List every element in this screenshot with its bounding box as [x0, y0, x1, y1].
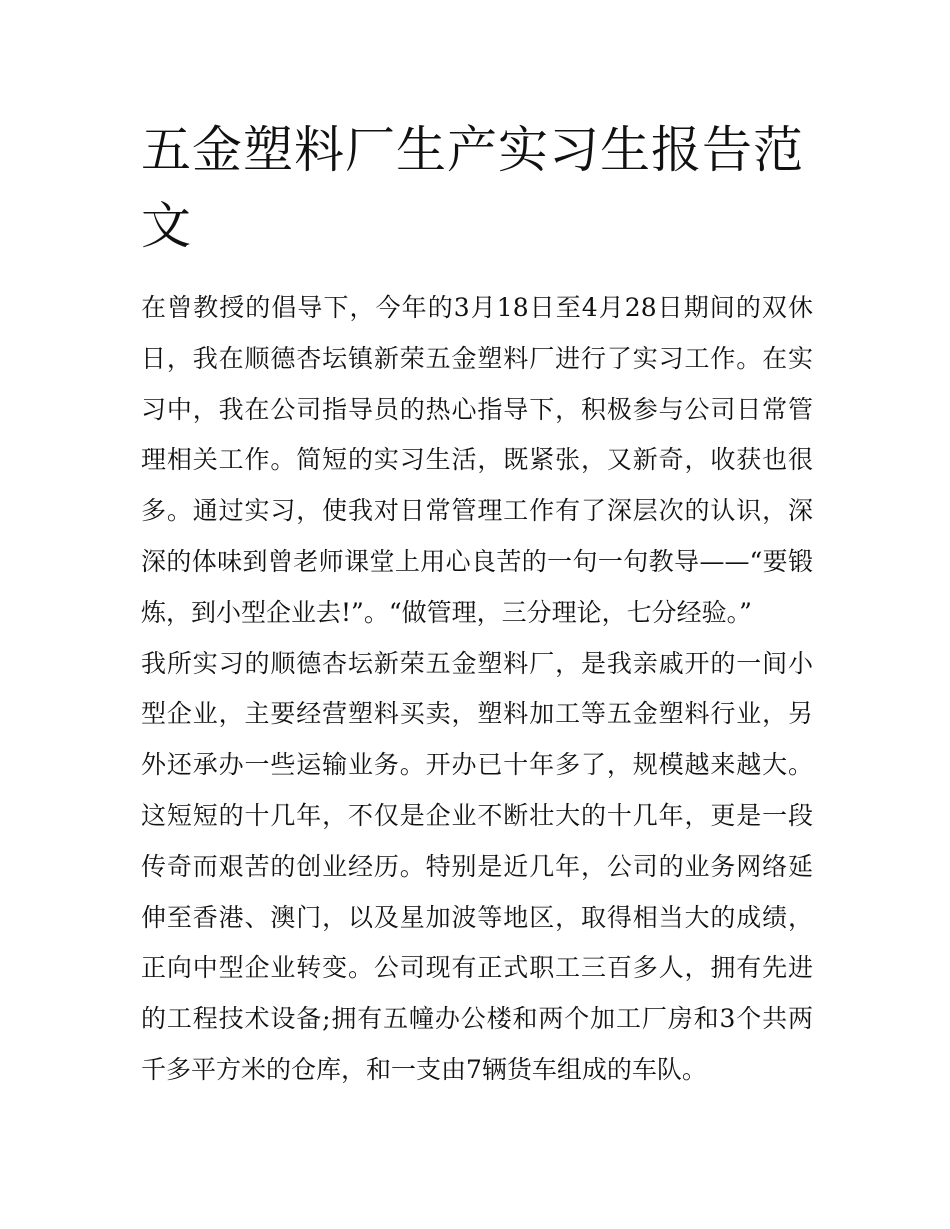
paragraph-company-profile: 我所实习的顺德杏坛新荣五金塑料厂，是我亲戚开的一间小型企业，主要经营塑料买卖，塑料加工等五金塑料行业，另外还承办一些运输业务。开办已十年多了，规模越来越大。这短短的十几年，不仅是企业不断壮大的十几年，更是一段传奇而艰苦的创业经历。特别是近几年，公司的业务网络延伸至香港、澳门，以及星加波等地区，取得相当大的成绩，正向中型企业转变。公司现有正式职工三百多人，拥有先进的工程技术设备;拥有五幢办公楼和两个加工厂房和3个共两千多平方米的仓库，和一支由7辆货车组成的车队。 [141, 648, 813, 1084]
document-title: 五金塑料厂生产实习生报告范文 [141, 121, 804, 255]
document-page [141, 112, 813, 1096]
paragraph-internship-intro: 在曾教授的倡导下，今年的3月18日至4月28日期间的双休日，我在顺德杏坛镇新荣五金塑料厂进行了实习工作。在实习中，我在公司指导员的热心指导下，积极参与公司日常管理相关工作。简短的实习生活，既紧张，又新奇，收获也很多。通过实习，使我对日常管理工作有了深层次的认识，深深的体味到曾老师课堂上用心良苦的一句一句教导——“要锻炼，到小型企业去!”。“做管理，三分理论，七分经验。” [141, 293, 813, 627]
